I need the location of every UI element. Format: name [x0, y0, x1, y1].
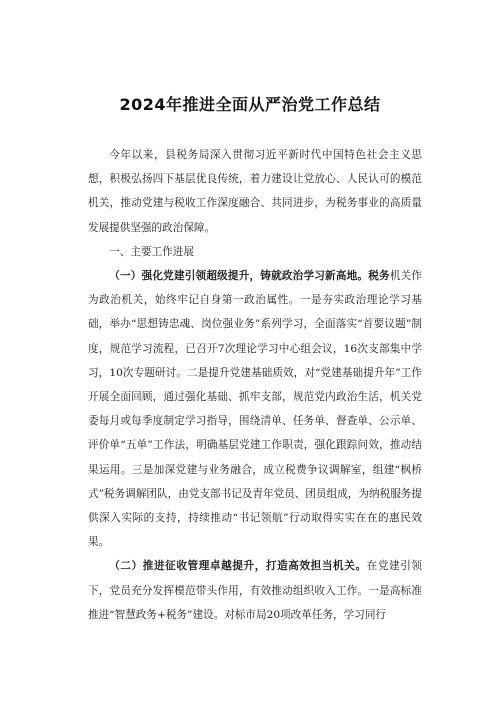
document-body — [88, 143, 422, 627]
subsection-1-text: 机关作为政治机关，始终牢记自身第一政治属性。一是夯实政治理论学习基础，举办“思想铸忠魂、岗位强业务”系列学习，全面落实“首要议题”制度，规范学习流程，已召开7次理论学习中心组会议，16次支部集中学习，10次专题研讨。二是提升党建基础质效，对“党建基础提升年”工作开展全面回顾，通过强化基础、抓牢支部，规范党内政治生活，机关党委每月或每季度制定学习指导，围绕清单、任务单、督查单、公示单、评价单“五单”工作法，明确基层党建工作职责，强化跟踪问效，推动结果运用。三是加深党建与业务融合，成立税费争议调解室，组建“枫桥式”税务调解团队，由党支部书记及青年党员、团员组成，为纳税服务提供深入实际的支持，持续推动“书记领航”行动取得实实在在的惠民效果。 — [88, 270, 423, 549]
subsection-2-text: 在党建引领下，党员充分发挥模范带头作用，有效推动组织收入工作。一是高标准推进“智慧政务+税务”建设。对标市局20项改革任务，学习同行 — [88, 560, 423, 621]
subsection-1-paragraph — [88, 264, 422, 554]
subsection-2-paragraph — [88, 554, 422, 627]
subsection-1-title: （一）强化党建引领超级提升，铸就政治学习新高地。 — [109, 270, 369, 283]
subsection-2-title: （二）推进征收管理卓越提升，打造高效担当机关。 — [109, 560, 367, 573]
document-title: 2024年推进全面从严治党工作总结 — [119, 95, 381, 114]
section-heading: 一、主要工作进展 — [109, 245, 194, 258]
intro-paragraph: 今年以来，县税务局深入贯彻习近平新时代中国特色社会主义思想，积极弘扬四下基层优良传统，着力建设让党放心、人民认可的模范机关，推动党建与税收工作深度融合、共同进步，为税务事业的高质量发展提供坚强的政治保障。 — [88, 149, 422, 234]
subsection-1-lead: 税务 — [368, 270, 390, 283]
